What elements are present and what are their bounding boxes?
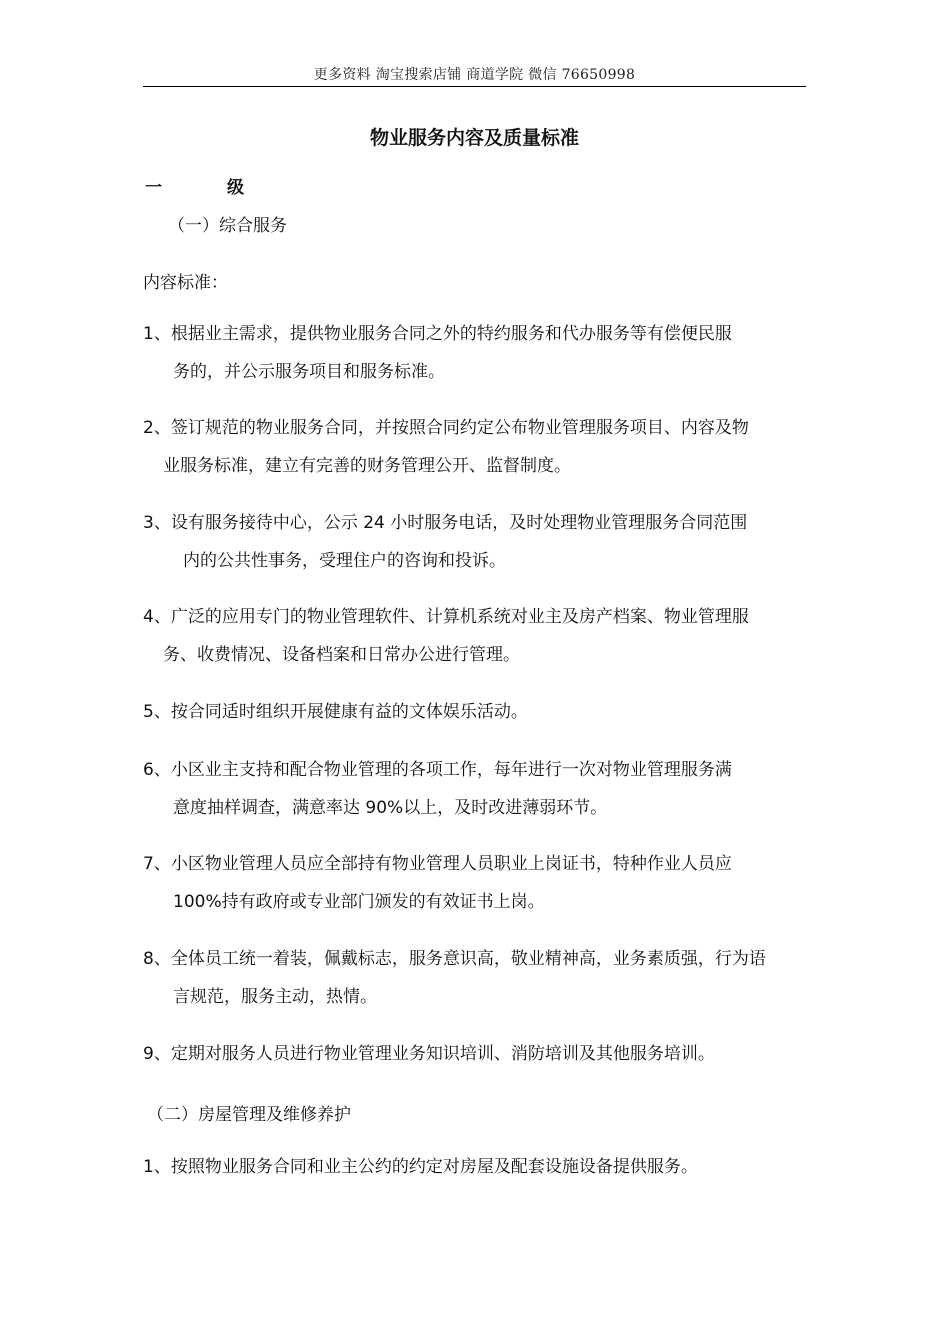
list-item xyxy=(143,409,806,485)
list-item xyxy=(143,693,806,731)
item-line: 业服务标准，建立有完善的财务管理公开、监督制度。 xyxy=(163,456,571,476)
list-item xyxy=(143,845,806,921)
item-line: 3、设有服务接待中心，公示 24 小时服务电话，及时处理物业管理服务合同范围 xyxy=(143,513,748,533)
item-line: 4、广泛的应用专门的物业管理软件、计算机系统对业主及房产档案、物业管理服 xyxy=(143,607,749,627)
item-line: 1、根据业主需求，提供物业服务合同之外的特约服务和代办服务等有偿便民服 xyxy=(143,324,732,344)
list-item xyxy=(143,598,806,674)
item-line: 言规范，服务主动，热情。 xyxy=(173,987,377,1007)
item-line: 9、定期对服务人员进行物业管理业务知识培训、消防培训及其他服务培训。 xyxy=(143,1044,715,1064)
list-item xyxy=(143,1148,806,1186)
level-label: 级 xyxy=(227,178,244,198)
level-number: 一 xyxy=(145,178,162,198)
document-title: 物业服务内容及质量标准 xyxy=(369,127,579,149)
item-line: 务、收费情况、设备档案和日常办公进行管理。 xyxy=(163,645,520,665)
header-rule xyxy=(143,86,806,87)
section-heading: （一）综合服务 xyxy=(168,216,287,236)
list-item xyxy=(143,315,806,391)
page-header: 更多资料 淘宝搜索店铺 商道学院 微信 76650998 xyxy=(313,67,636,83)
content-label: 内容标准： xyxy=(143,273,228,293)
list-item xyxy=(143,940,806,1016)
item-line: 2、签订规范的物业服务合同，并按照合同约定公布物业管理服务项目、内容及物 xyxy=(143,418,749,438)
section-heading: （二）房屋管理及维修养护 xyxy=(147,1105,351,1125)
item-line: 务的，并公示服务项目和服务标准。 xyxy=(173,362,445,382)
item-line: 意度抽样调查，满意率达 90%以上，及时改进薄弱环节。 xyxy=(173,798,608,818)
item-line: 内的公共性事务，受理住户的咨询和投诉。 xyxy=(183,551,506,571)
item-line: 100%持有政府或专业部门颁发的有效证书上岗。 xyxy=(173,892,545,912)
list-item xyxy=(143,1035,806,1073)
item-line: 6、小区业主支持和配合物业管理的各项工作，每年进行一次对物业管理服务满 xyxy=(143,760,732,780)
item-line: 1、按照物业服务合同和业主公约的约定对房屋及配套设施设备提供服务。 xyxy=(143,1157,698,1177)
list-item xyxy=(143,504,806,580)
item-line: 7、小区物业管理人员应全部持有物业管理人员职业上岗证书，特种作业人员应 xyxy=(143,854,732,874)
item-line: 5、按合同适时组织开展健康有益的文体娱乐活动。 xyxy=(143,702,528,722)
item-line: 8、全体员工统一着装，佩戴标志，服务意识高，敬业精神高，业务素质强，行为语 xyxy=(143,949,766,969)
list-item xyxy=(143,751,806,827)
